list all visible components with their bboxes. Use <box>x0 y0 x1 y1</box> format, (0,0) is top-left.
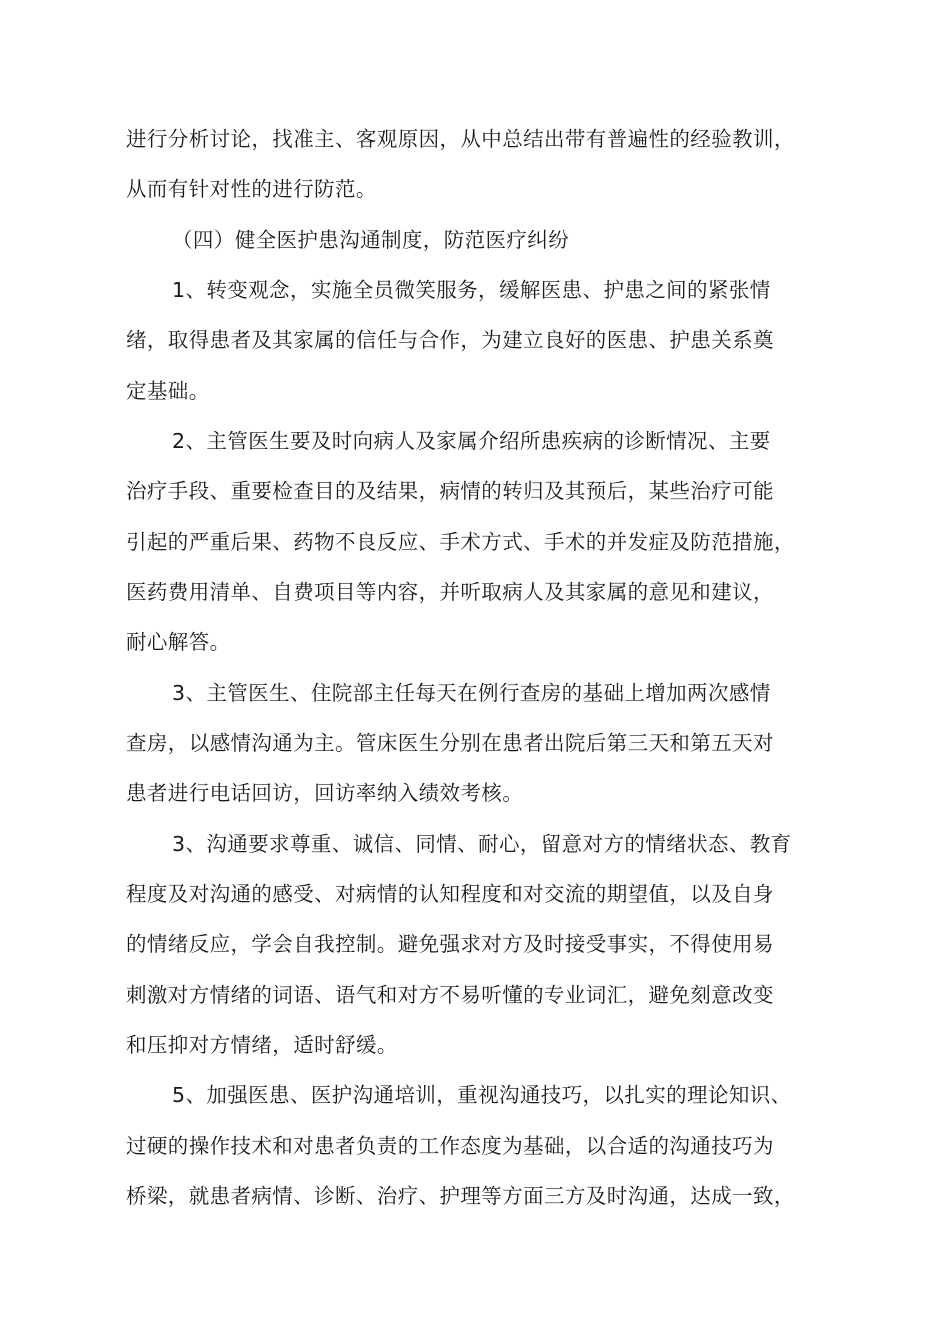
paragraph-5-line: 5、加强医患、医护沟通培训，重视沟通技巧，以扎实的理论知识、 <box>172 1083 792 1107</box>
paragraph-3-line: 患者进行电话回访，回访率纳入绩效考核。 <box>126 781 524 805</box>
paragraph-2-line: 治疗手段、重要检查目的及结果，病情的转归及其预后，某些治疗可能 <box>126 479 774 503</box>
paragraph-2-line: 引起的严重后果、药物不良反应、手术方式、手术的并发症及防范措施， <box>126 530 795 554</box>
text-line: 从而有针对性的进行防范。 <box>126 177 377 201</box>
paragraph-1-line: 绪，取得患者及其家属的信任与合作，为建立良好的医患、护患关系奠 <box>126 328 774 352</box>
paragraph-4-line: 的情绪反应，学会自我控制。避免强求对方及时接受事实，不得使用易 <box>126 932 774 956</box>
paragraph-4-line: 3、沟通要求尊重、诚信、同情、耐心，留意对方的情绪状态、教育 <box>172 832 792 856</box>
paragraph-3-line: 3、主管医生、住院部主任每天在例行查房的基础上增加两次感情 <box>172 681 771 705</box>
paragraph-4-line: 程度及对沟通的感受、对病情的认知程度和对交流的期望值，以及自身 <box>126 882 774 906</box>
paragraph-2-line: 耐心解答。 <box>126 630 231 654</box>
text-line: 进行分析讨论，找准主、客观原因，从中总结出带有普遍性的经验教训， <box>126 127 795 151</box>
paragraph-3-line: 查房，以感情沟通为主。管床医生分别在患者出院后第三天和第五天对 <box>126 731 774 755</box>
paragraph-5-line: 过硬的操作技术和对患者负责的工作态度为基础，以合适的沟通技巧为 <box>126 1134 774 1158</box>
paragraph-2-line: 医药费用清单、自费项目等内容，并听取病人及其家属的意见和建议， <box>126 580 774 604</box>
paragraph-5-line: 桥梁，就患者病情、诊断、治疗、护理等方面三方及时沟通，达成一致， <box>126 1184 795 1208</box>
paragraph-2-line: 2、主管医生要及时向病人及家属介绍所患疾病的诊断情况、主要 <box>172 429 771 453</box>
paragraph-1-line: 1、转变观念，实施全员微笑服务，缓解医患、护患之间的紧张情 <box>172 278 771 302</box>
paragraph-4-line: 和压抑对方情绪，适时舒缓。 <box>126 1033 398 1057</box>
paragraph-4-line: 刺激对方情绪的词语、语气和对方不易听懂的专业词汇，避免刻意改变 <box>126 983 774 1007</box>
section-heading: （四）健全医护患沟通制度，防范医疗纠纷 <box>172 228 570 252</box>
paragraph-1-line: 定基础。 <box>126 379 210 403</box>
